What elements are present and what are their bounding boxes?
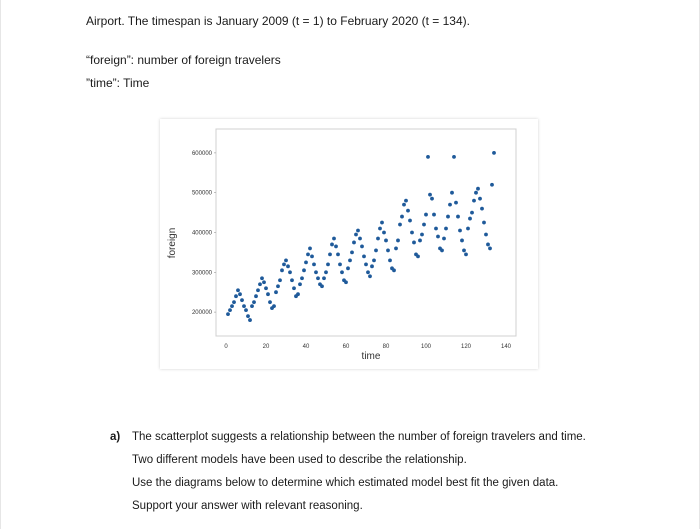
scatter-point bbox=[296, 292, 300, 296]
scatter-point bbox=[250, 304, 254, 308]
scatter-point bbox=[356, 229, 360, 233]
intro-text: Airport. The timespan is January 2009 (t = 1) to February 2020 (t = 134). bbox=[86, 14, 470, 28]
y-axis-label: foreign bbox=[167, 227, 178, 259]
scatter-point bbox=[308, 247, 312, 251]
scatter-point bbox=[408, 219, 412, 223]
scatter-point bbox=[290, 278, 294, 282]
scatter-point bbox=[264, 286, 268, 290]
y-tick-label: 400000 bbox=[191, 230, 212, 237]
scatter-point bbox=[484, 233, 488, 237]
scatter-point bbox=[280, 268, 284, 272]
scatter-point bbox=[474, 191, 478, 195]
x-tick-label: 0 bbox=[224, 344, 228, 350]
scatter-point bbox=[348, 258, 352, 262]
scatter-point bbox=[292, 286, 296, 290]
scatter-point bbox=[330, 243, 334, 247]
scatter-point bbox=[388, 258, 392, 262]
scatter-point bbox=[396, 239, 400, 243]
scatter-point bbox=[454, 201, 458, 205]
x-axis-label: time bbox=[361, 351, 381, 362]
scatter-point bbox=[492, 151, 496, 155]
scatter-point bbox=[278, 278, 282, 282]
scatter-point bbox=[424, 213, 428, 217]
scatter-point bbox=[374, 249, 378, 253]
scatter-point bbox=[482, 221, 486, 225]
scatter-point bbox=[464, 252, 468, 256]
question-line-2: Two different models have been used to describe the relationship. bbox=[132, 454, 467, 466]
scatter-point bbox=[344, 280, 348, 284]
scatter-point bbox=[286, 264, 290, 268]
scatter-point bbox=[256, 288, 260, 292]
scatter-point bbox=[306, 252, 310, 256]
scatter-point bbox=[336, 252, 340, 256]
scatter-point bbox=[304, 260, 308, 264]
scatter-point bbox=[272, 304, 276, 308]
definition-time: ”time”: Time bbox=[86, 76, 150, 90]
scatter-point bbox=[366, 270, 370, 274]
y-tick-labels bbox=[192, 151, 216, 316]
x-tick-label: 20 bbox=[262, 344, 270, 350]
scatter-point bbox=[378, 227, 382, 231]
scatter-point bbox=[364, 262, 368, 266]
scatter-point bbox=[340, 270, 344, 274]
scatter-point bbox=[360, 245, 364, 249]
scatter-point bbox=[380, 221, 384, 225]
scatter-point bbox=[400, 215, 404, 219]
scatter-point bbox=[246, 314, 250, 318]
scatter-point bbox=[406, 209, 410, 213]
scatter-point bbox=[426, 155, 430, 159]
scatter-point bbox=[300, 276, 304, 280]
y-tick-label: 200000 bbox=[191, 310, 212, 317]
question-line-1: The scatterplot suggests a relationship between the number of foreign travelers and time. bbox=[132, 431, 586, 443]
scatter-point bbox=[314, 270, 318, 274]
scatter-point bbox=[410, 231, 414, 235]
scatter-point bbox=[480, 207, 484, 211]
scatter-chart bbox=[160, 119, 538, 369]
scatter-point bbox=[376, 237, 380, 241]
scatter-point bbox=[332, 237, 336, 241]
scatter-point bbox=[262, 280, 266, 284]
scatter-point bbox=[394, 247, 398, 251]
scatter-point bbox=[252, 300, 256, 304]
scatter-point bbox=[236, 288, 240, 292]
scatter-point bbox=[230, 304, 234, 308]
scatter-point bbox=[420, 233, 424, 237]
y-tick-label: 500000 bbox=[191, 190, 212, 197]
scatter-point bbox=[382, 231, 386, 235]
scatter-point bbox=[478, 197, 482, 201]
scatter-point bbox=[456, 215, 460, 219]
scatter-point bbox=[234, 294, 238, 298]
scatter-point bbox=[440, 249, 444, 253]
scatter-point bbox=[384, 239, 388, 243]
scatter-point bbox=[310, 254, 314, 258]
scatter-point bbox=[386, 249, 390, 253]
scatter-point bbox=[238, 292, 242, 296]
scatter-point bbox=[416, 254, 420, 258]
scatter-point bbox=[460, 239, 464, 243]
scatter-point bbox=[462, 249, 466, 253]
scatter-point bbox=[368, 274, 372, 278]
scatter-point bbox=[450, 191, 454, 195]
x-tick-label: 60 bbox=[342, 344, 350, 350]
scatter-point bbox=[430, 197, 434, 201]
scatter-point bbox=[404, 199, 408, 203]
y-tick-label: 600000 bbox=[191, 150, 212, 157]
scatter-point bbox=[432, 213, 436, 217]
scatter-point bbox=[282, 262, 286, 266]
scatter-point bbox=[448, 203, 452, 207]
scatter-point bbox=[444, 227, 448, 231]
x-tick-label: 80 bbox=[382, 344, 390, 350]
scatter-point bbox=[350, 251, 354, 255]
scatter-point bbox=[268, 300, 272, 304]
scatter-point bbox=[458, 229, 462, 233]
scatter-point bbox=[354, 233, 358, 237]
scatter-point bbox=[428, 193, 432, 197]
scatter-point bbox=[298, 282, 302, 286]
scatter-point bbox=[312, 262, 316, 266]
scatter-point bbox=[266, 292, 270, 296]
scatter-point bbox=[322, 276, 326, 280]
y-tick-label: 300000 bbox=[191, 270, 212, 277]
scatter-point bbox=[328, 252, 332, 256]
scatter-point bbox=[402, 203, 406, 207]
scatter-point bbox=[436, 235, 440, 239]
scatter-point bbox=[334, 245, 338, 249]
scatter-point bbox=[326, 262, 330, 266]
scatter-point bbox=[470, 211, 474, 215]
scatter-point bbox=[352, 241, 356, 245]
scatter-point bbox=[274, 290, 278, 294]
scatter-points bbox=[226, 151, 496, 322]
scatter-point bbox=[418, 239, 422, 243]
scatter-point bbox=[288, 270, 292, 274]
scatter-point bbox=[452, 155, 456, 159]
scatter-point bbox=[442, 237, 446, 241]
x-tick-labels bbox=[224, 344, 511, 350]
scatter-point bbox=[232, 300, 236, 304]
scatter-point bbox=[490, 183, 494, 187]
x-tick-label: 140 bbox=[500, 344, 512, 350]
scatter-point bbox=[338, 262, 342, 266]
scatter-point bbox=[284, 258, 288, 262]
x-tick-label: 120 bbox=[460, 344, 472, 350]
scatter-point bbox=[358, 237, 362, 241]
scatter-point bbox=[362, 254, 366, 258]
scatter-point bbox=[254, 294, 258, 298]
question-line-3: Use the diagrams below to determine which estimated model best fit the given data. bbox=[132, 477, 559, 489]
scatter-point bbox=[486, 243, 490, 247]
question-marker: a) bbox=[110, 431, 121, 443]
scatter-point bbox=[242, 304, 246, 308]
scatter-point bbox=[260, 276, 264, 280]
scatter-point bbox=[398, 223, 402, 227]
scatter-point bbox=[422, 223, 426, 227]
scatter-point bbox=[240, 298, 244, 302]
scatter-point bbox=[412, 241, 416, 245]
scatter-point bbox=[392, 268, 396, 272]
definition-foreign: “foreign”: number of foreign travelers bbox=[86, 53, 281, 67]
scatter-point bbox=[472, 199, 476, 203]
scatter-point bbox=[244, 308, 248, 312]
scatter-point bbox=[258, 282, 262, 286]
scatter-point bbox=[302, 268, 306, 272]
scatter-point bbox=[370, 264, 374, 268]
scatter-point bbox=[488, 247, 492, 251]
x-tick-label: 100 bbox=[420, 344, 432, 350]
scatter-point bbox=[466, 227, 470, 231]
scatter-point bbox=[276, 284, 280, 288]
scatter-point bbox=[324, 270, 328, 274]
scatter-point bbox=[228, 308, 232, 312]
x-tick-label: 40 bbox=[302, 344, 310, 350]
plot-frame bbox=[216, 129, 516, 336]
scatter-point bbox=[316, 276, 320, 280]
scatter-point bbox=[346, 266, 350, 270]
scatter-point bbox=[248, 318, 252, 322]
scatter-point bbox=[446, 215, 450, 219]
scatter-figure bbox=[160, 119, 538, 369]
scatter-point bbox=[226, 312, 230, 316]
scatter-point bbox=[468, 217, 472, 221]
scatter-point bbox=[434, 227, 438, 231]
scatter-point bbox=[476, 187, 480, 191]
question-line-4: Support your answer with relevant reasoning. bbox=[132, 500, 363, 512]
scatter-point bbox=[372, 258, 376, 262]
scatter-point bbox=[320, 284, 324, 288]
